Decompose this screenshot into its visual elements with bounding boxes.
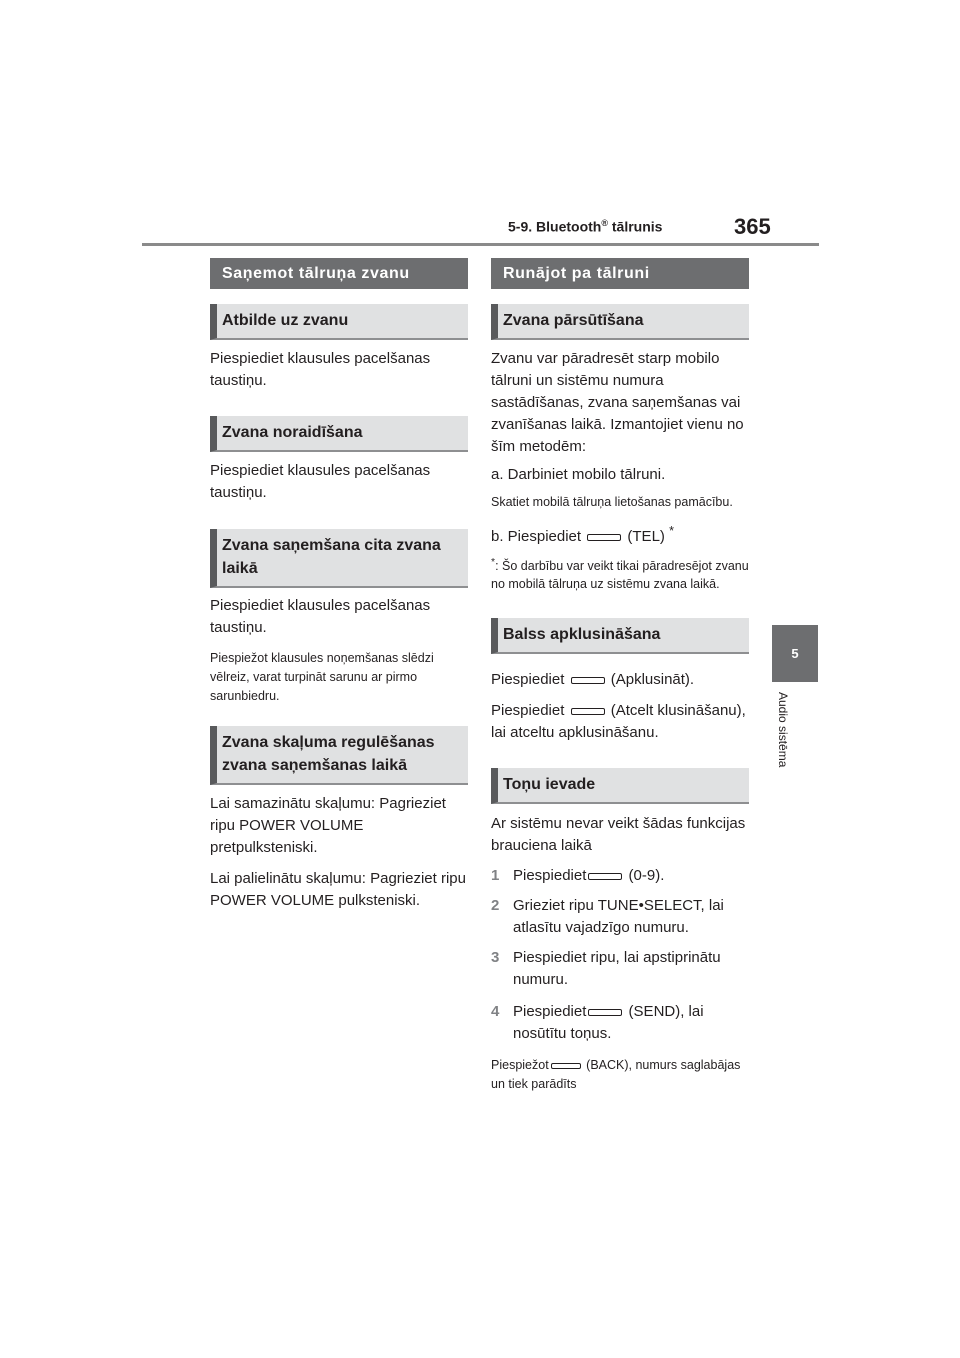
left-column (210, 258, 468, 912)
tone-input-text: Ar sistēmu nevar veikt šādas funkcijas brauciena laikā (491, 815, 746, 855)
page-number: 365 (734, 214, 771, 239)
header-rule (142, 243, 819, 246)
tone-step-3: 3 Piespiediet ripu, lai apstiprinātu numuru. (491, 949, 721, 989)
heading-call-transfer: Zvana pārsūtīšana (491, 304, 749, 340)
heading-reject-call: Zvana noraidīšana (210, 416, 468, 452)
heading-answer-call: Atbilde uz zvanu (210, 304, 468, 340)
tone-step-1: 1 Piespiediet (0-9). (491, 867, 665, 885)
transfer-option-b: b. Piespiediet (TEL) * (491, 524, 674, 545)
mute-button-icon (571, 677, 605, 684)
tone-back-note: Piespiežot (BACK), numurs saglabājas un tiek parādīts (491, 1058, 741, 1092)
volume-increase-text: Lai palielinātu skaļumu: Pagrieziet ripu POWER VOLUME pulksteniski. (210, 870, 466, 909)
chapter-label: Audio sistēma (776, 692, 790, 768)
transfer-option-a-note: Skatiet mobilā tālruņa lietošanas pamācību. (491, 495, 733, 509)
volume-decrease-text: Lai samazinātu skaļumu: Pagrieziet ripu POWER VOLUME pretpulksteniski. (210, 795, 446, 856)
main-heading-talking: Runājot pa tālruni (491, 258, 749, 289)
back-button-icon (551, 1063, 581, 1069)
call-transfer-text: Zvanu var pāradresēt starp mobilo tālruni un sistēmu numura sastādīšanas, zvana saņemšanas vai zvanīšanas laikā. Izmantojiet vienu no šīm metodēm: (491, 350, 744, 455)
heading-tone-input: Toņu ievade (491, 768, 749, 804)
right-column (491, 258, 749, 1094)
heading-volume-adjust: Zvana skaļuma regulēšanas zvana saņemšanas laikā (210, 726, 468, 785)
keypad-button-icon (588, 873, 622, 880)
answer-call-text: Piespiediet klausules pacelšanas taustiņu. (210, 350, 431, 389)
call-waiting-text: Piespiediet klausules pacelšanas taustiņu. (210, 597, 431, 636)
tone-step-2: 2 Grieziet ripu TUNE•SELECT, lai atlasītu vajadzīgo numuru. (491, 897, 724, 937)
section-title: 5-9. Bluetooth® tālrunis (508, 218, 663, 235)
tel-button-icon (587, 534, 621, 541)
mute-text: Piespiediet (Apklusināt). (491, 671, 695, 689)
call-waiting-note: Piespiežot klausules noņemšanas slēdzi vēlreiz, varat turpināt sarunu ar pirmo sarunbiedru. (210, 651, 434, 703)
unmute-button-icon (571, 708, 605, 715)
transfer-option-a: a. Darbiniet mobilo tālruni. (491, 466, 666, 483)
send-button-icon (588, 1009, 622, 1016)
main-heading-receiving: Saņemot tālruņa zvanu (210, 258, 468, 289)
chapter-tab: 5 (772, 625, 818, 682)
reject-call-text: Piespiediet klausules pacelšanas taustiņu. (210, 462, 431, 501)
heading-mute: Balss apklusināšana (491, 618, 749, 654)
tone-step-4: 4 Piespiediet (SEND), lai nosūtītu toņus. (491, 1003, 704, 1043)
heading-call-waiting: Zvana saņemšana cita zvana laikā (210, 529, 468, 588)
transfer-footnote: *: Šo darbību var veikt tikai pāradresējot zvanu no mobilā tālruņa uz sistēmu zvana laikā. (491, 557, 749, 592)
unmute-text: Piespiediet (Atcelt klusināšanu), lai atceltu apklusināšanu. (491, 702, 746, 742)
